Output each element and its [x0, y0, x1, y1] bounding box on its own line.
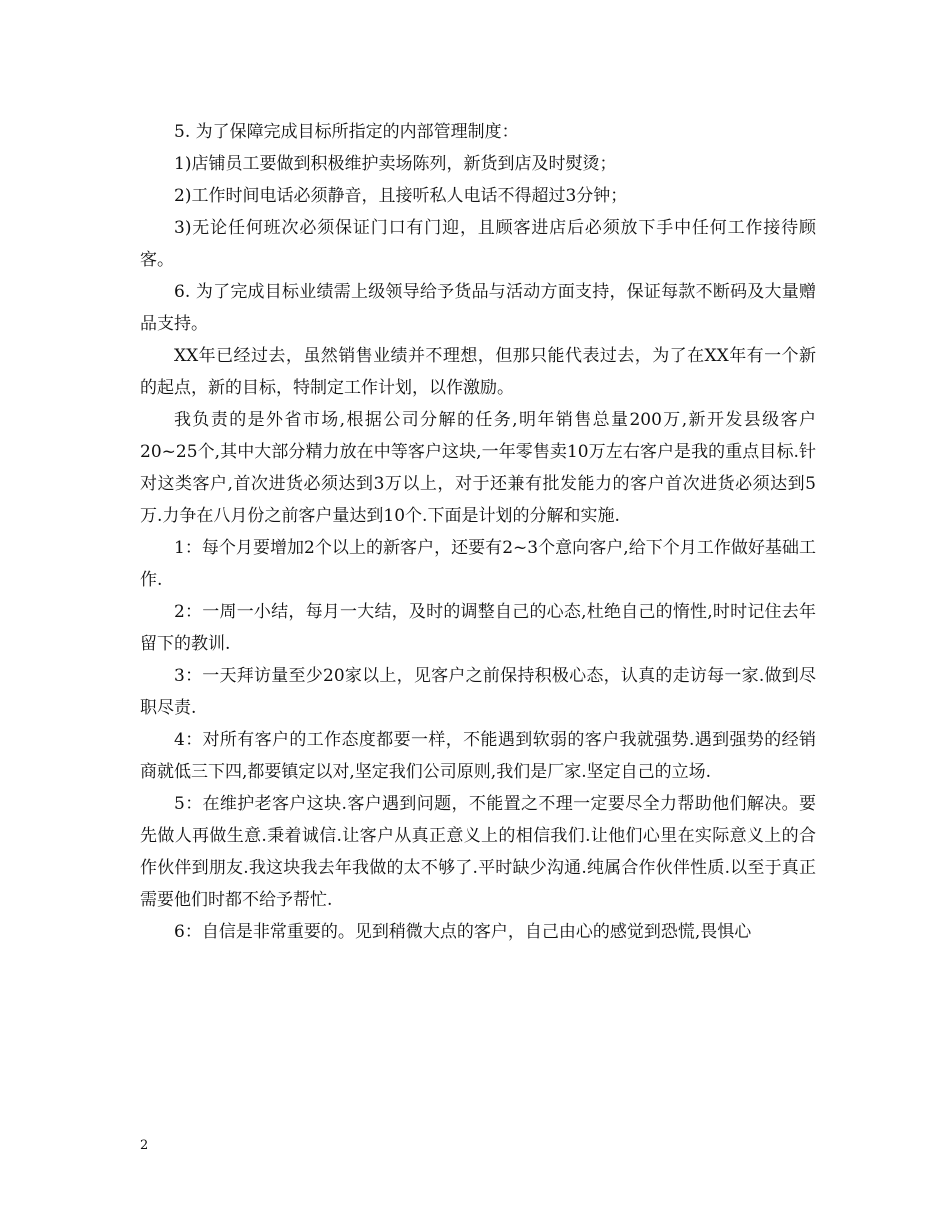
paragraph-rule-1: 1)店铺员工要做到积极维护卖场陈列，新货到店及时熨烫；	[174, 154, 617, 174]
paragraph-plan-item-3: 3：一天拜访量至少20家以上，见客户之前保持积极心态，认真的走访每一家.做到尽职尽责.	[140, 666, 816, 718]
paragraph-plan-item-4: 4：对所有客户的工作态度都要一样，不能遇到软弱的客户我就强势.遇到强势的经销商就低三下四,都要镇定以对,坚定我们公司原则,我们是厂家.坚定自己的立场.	[140, 730, 816, 782]
paragraph-market-plan: 我负责的是外省市场,根据公司分解的任务,明年销售总量200万,新开发县级客户20~25个,其中大部分精力放在中等客户这块,一年零售卖10万左右客户是我的重点目标.针对这类客户,首次进货必须达到3万以上，对于还兼有批发能力的客户首次进货必须达到5万.力争在八月份之前客户量达到10个.下面是计划的分解和实施.	[140, 410, 816, 526]
paragraph-intro: XX年已经过去，虽然销售业绩并不理想，但那只能代表过去，为了在XX年有一个新的起点，新的目标，特制定工作计划，以作激励。	[140, 346, 816, 398]
paragraph-plan-item-6: 6：自信是非常重要的。见到稍微大点的客户，自己由心的感觉到恐慌,畏惧心	[174, 922, 752, 942]
page-number: 2	[140, 1138, 149, 1153]
paragraph-plan-item-1: 1：每个月要增加2个以上的新客户，还要有2~3个意向客户,给下个月工作做好基础工作.	[140, 538, 816, 590]
paragraph-rule-3: 3)无论任何班次必须保证门口有门迎，且顾客进店后必须放下手中任何工作接待顾客。	[140, 218, 816, 270]
paragraph-management-system: 5. 为了保障完成目标所指定的内部管理制度：	[174, 122, 519, 142]
paragraph-plan-item-2: 2：一周一小结，每月一大结，及时的调整自己的心态,杜绝自己的惰性,时时记住去年留下的教训.	[140, 602, 816, 654]
paragraph-plan-item-5: 5：在维护老客户这块.客户遇到问题，不能置之不理一定要尽全力帮助他们解决。要先做人再做生意.秉着诚信.让客户从真正意义上的相信我们.让他们心里在实际意义上的合作伙伴到朋友.我这块我去年我做的太不够了.平时缺少沟通.纯属合作伙伴性质.以至于真正需要他们时都不给予帮忙.	[140, 794, 816, 910]
document-body	[140, 116, 816, 948]
paragraph-support: 6. 为了完成目标业绩需上级领导给予货品与活动方面支持，保证每款不断码及大量赠品支持。	[140, 282, 816, 334]
paragraph-rule-2: 2)工作时间电话必须静音，且接听私人电话不得超过3分钟；	[174, 186, 628, 206]
